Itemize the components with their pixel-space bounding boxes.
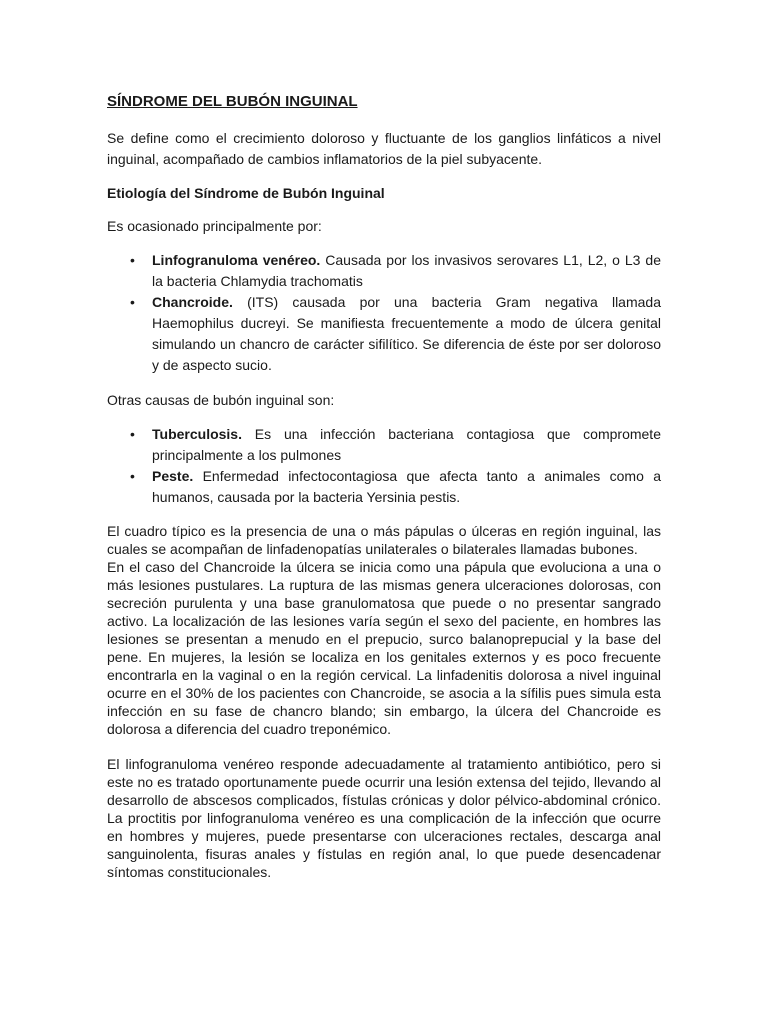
clinical-paragraph-2: En el caso del Chancroide la úlcera se inicia como una pápula que evoluciona a una o más lesiones pustulares. La ruptura de las mismas genera ulceraciones dolorosas, con secreción purulenta y una base granulomatosa que puede o no presentar sangrado activo. La localización de las lesiones varía según el sexo del paciente, en hombres las lesiones se presentan a menudo en el prepucio, surco balanoprepucial y la base del pene. En mujeres, la lesión se localiza en los genitales externos y es poco frecuente encontrarla en la vaginal o en la región cervical. La linfadenitis dolorosa a nivel inguinal ocurre en el 30% de los pacientes con Chancroide, se asocia a la sífilis pues simula esta infección en su fase de chancro blando; sin embargo, la úlcera del Chancroide es dolorosa a diferencia del cuadro treponémico. [107,559,661,737]
other-causes-list [107,424,661,508]
cause-term: Linfogranuloma venéreo. [152,252,321,268]
clinical-paragraph-3: El linfogranuloma venéreo responde adecuadamente al tratamiento antibiótico, pero si este no es tratado oportunamente puede ocurrir una lesión extensa del tejido, llevando al desarrollo de abscesos complicados, fístulas crónicas y dolor pélvico-abdominal crónico. La proctitis por linfogranuloma venéreo es una complicación de la infección que ocurre en hombres y mujeres, puede presentarse con ulceraciones rectales, descarga anal sanguinolenta, fisuras anales y fístulas en región anal, lo que puede desencadenar síntomas constitucionales. [107,756,661,880]
cause-text: Causada por los invasivos serovares L1, L2, o L3 de la bacteria Chlamydia trachomatis [152,252,661,289]
bullet-icon: • [130,252,135,268]
list-item [130,292,661,376]
clinical-paragraph-1: El cuadro típico es la presencia de una o más pápulas o úlceras en región inguinal, las cuales se acompañan de linfadenopatías unilaterales o bilaterales llamadas bubones. [107,523,661,557]
cause-term: Tuberculosis. [152,426,242,442]
bullet-icon: • [130,294,135,310]
list-item [130,250,661,292]
cause-term: Chancroide. [152,294,233,310]
other-causes-intro: Otras causas de bubón inguinal son: [107,392,335,408]
cause-term: Peste. [152,468,194,484]
document-title: SÍNDROME DEL BUBÓN INGUINAL [107,93,358,110]
bullet-icon: • [130,468,135,484]
main-causes-list [107,250,661,376]
document-page [107,92,661,881]
cause-text: Es una infección bacteriana contagiosa que compromete principalmente a los pulmones [152,426,661,463]
list-item [130,424,661,466]
cause-text: Enfermedad infectocontagiosa que afecta tanto a animales como a humanos, causada por la bacteria Yersinia pestis. [152,468,661,505]
bullet-icon: • [130,426,135,442]
main-causes-intro: Es ocasionado principalmente por: [107,218,322,234]
intro-paragraph: Se define como el crecimiento doloroso y fluctuante de los ganglios linfáticos a nivel inguinal, acompañado de cambios inflamatorios de la piel subyacente. [107,130,661,167]
etiology-heading: Etiología del Síndrome de Bubón Inguinal [107,185,385,201]
paragraph-spacer [107,738,661,755]
list-item [130,466,661,508]
cause-text: (ITS) causada por una bacteria Gram negativa llamada Haemophilus ducreyi. Se manifiesta frecuentemente a modo de úlcera genital simulando un chancro de carácter sifilítico. Se diferencia de éste por ser doloroso y de aspecto sucio. [152,294,661,373]
